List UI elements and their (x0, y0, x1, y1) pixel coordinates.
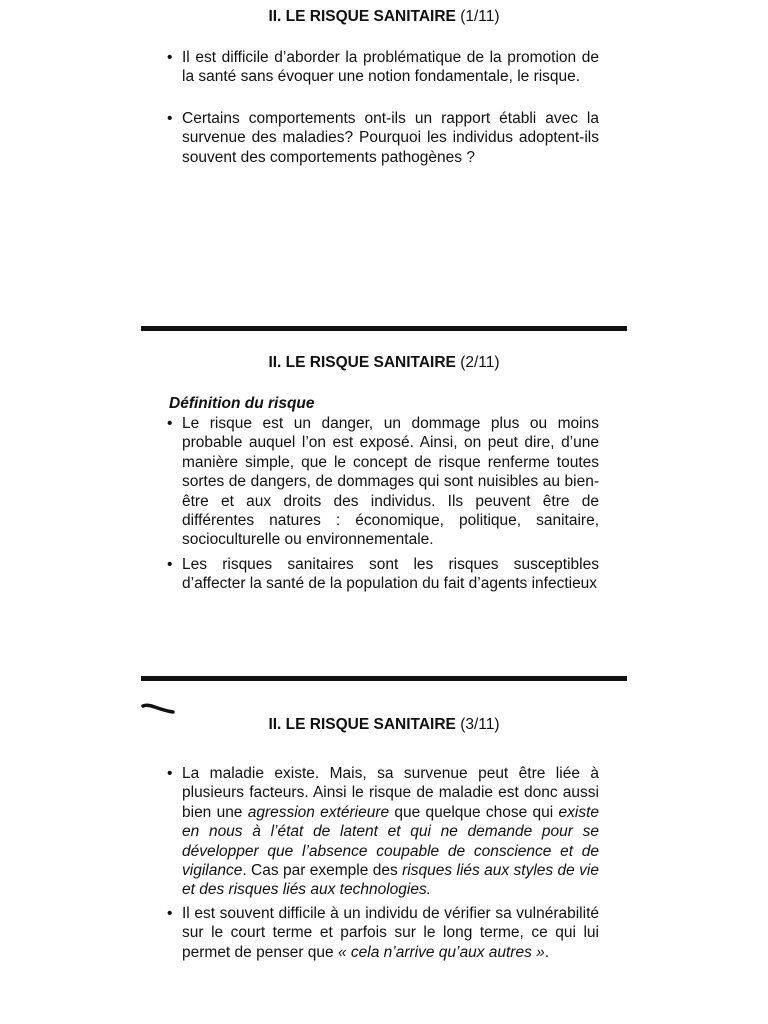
slide-2-title-main: II. LE RISQUE SANITAIRE (268, 354, 456, 371)
slide-divider-2 (141, 676, 627, 681)
slide-2-title (141, 353, 627, 373)
slide-1-bullet-2: • Certains comportements ont-ils un rapport établi avec la survenue des maladies? Pourquoi les individus adoptent-ils souvent des comportements pathogènes ? (167, 109, 599, 167)
slide-2-title-page: (2/11) (460, 354, 500, 371)
slide-3-bullet-1-emphasis-c: risques liés aux styles de vie et des risques liés aux technologies. (182, 862, 599, 899)
slide-1-body (167, 48, 599, 167)
slide-3-bullet-1-text-c: . Cas par exemple des (242, 862, 403, 880)
slide-2-body (169, 394, 599, 594)
slide-3-bullet-1-emphasis-a: agression extérieure (247, 803, 390, 821)
slide-1-bullet-1: • Il est difficile d’aborder la problématique de la promotion de la santé sans évoquer une notion fondamentale, le risque. (167, 48, 599, 87)
slide-2-bullet-2: • Les risques sanitaires sont les risques susceptibles d’affecter la santé de la population du fait d’agents infectieux (167, 555, 599, 594)
slide-3-body (167, 764, 599, 962)
slide-3-bullet-1-text-a: La maladie existe. Mais, sa survenue peut être liée à plusieurs facteurs. Ainsi le risque de maladie est donc aussi bien une (182, 765, 599, 821)
slide-2-subheading: Définition du risque (169, 395, 315, 412)
slide-3-bullet-1 (167, 764, 599, 900)
slide-1-bullet-list (167, 48, 599, 167)
slide-1-title-page: (1/11) (460, 8, 500, 25)
slide-2-bullet-list (167, 414, 599, 594)
slide-3-bullet-2 (167, 904, 599, 962)
slide-1-title (141, 7, 627, 27)
slide-3-bullet-2-text-a: Il est souvent difficile à un individu de vérifier sa vulnérabilité sur le court terme et parfois sur le long terme, ce qui lui permet de penser que (182, 904, 599, 961)
slide-3-bullet-list (167, 764, 599, 962)
slide-3-bullet-1-text-b: que quelque chose qui (389, 803, 559, 821)
slide-2-bullet-1: • Le risque est un danger, un dommage plus ou moins probable auquel l’on est exposé. Ainsi, on peut dire, d’une manière simple, que le concept de risque renferme toutes sortes de dangers, de dommages qui sont nuisibles au bien-être et aux droits des individus. Ils peuvent être de différentes natures : économique, politique, sanitaire, socioculturelle ou environnementale. (167, 414, 599, 550)
slide-3-title (141, 715, 627, 735)
slide-3-bullet-2-text-b: . (544, 943, 550, 961)
slide-divider-1 (141, 326, 627, 331)
slide-1-title-main: II. LE RISQUE SANITAIRE (268, 8, 456, 25)
slide-3-bullet-1-emphasis-b: existe en nous à l’état de latent et qui ne demande pour se développer que l’absence coupable de conscience et de vigilance (182, 803, 599, 880)
slide-3-title-main: II. LE RISQUE SANITAIRE (268, 716, 456, 733)
slide-3-title-page: (3/11) (460, 716, 500, 733)
slide-3-bullet-2-emphasis-a: « cela n’arrive qu’aux autres » (337, 943, 545, 961)
